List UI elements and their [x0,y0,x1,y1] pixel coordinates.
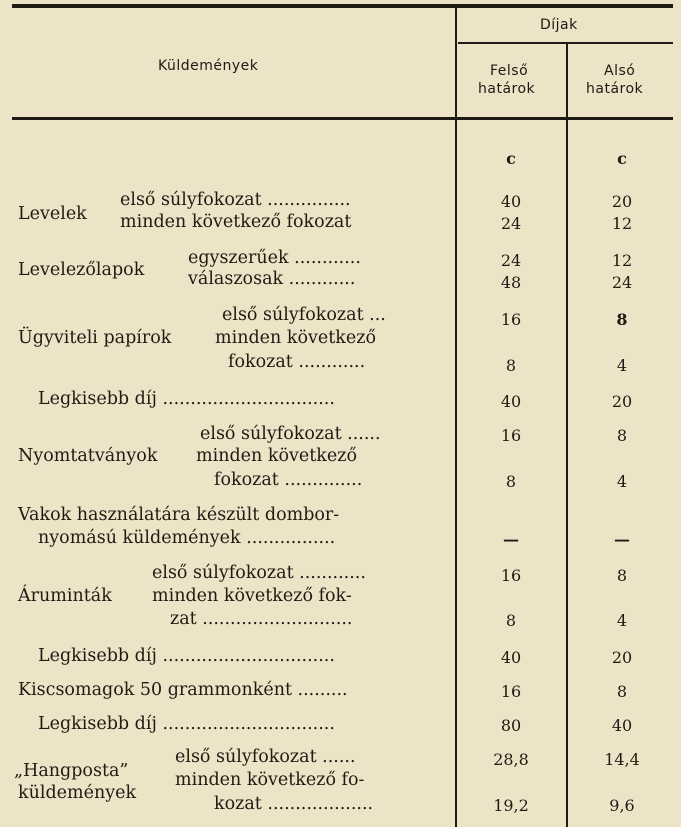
row-label-minimum-fee: Legkisebb díj ............................... [38,646,335,666]
value-lower: 12 [611,251,633,270]
sub-next: minden következő [196,446,357,466]
value-upper: 8 [505,472,517,491]
value-upper: 80 [500,716,522,735]
header-upper-line2: határok [478,81,536,97]
sub-first-weight: első súlyfokozat ............... [120,190,351,210]
sub-step: fokozat .............. [214,470,363,490]
value-upper: 24 [500,214,522,233]
value-upper: 48 [500,273,522,292]
value-upper: 8 [505,611,517,630]
value-lower: 20 [611,192,633,211]
value-upper: 40 [500,192,522,211]
row-label-ugyviteli-papirok: Ügyviteli papírok [18,328,172,348]
header-shipments: Küldemények [158,58,259,74]
value-upper: 16 [500,310,522,329]
value-lower: 24 [611,273,633,292]
value-upper: 28,8 [493,750,529,769]
value-lower: 8 [616,682,628,701]
value-upper: — [503,530,519,549]
sub-step: kozat ................... [214,794,374,814]
value-lower: 8 [616,566,628,585]
value-lower: 20 [611,648,633,667]
row-label-kiscsomagok: Kiscsomagok 50 grammonként ......... [18,680,348,700]
value-upper: 24 [500,251,522,270]
header-lower-line1: Alsó [604,63,636,79]
row-label-levelezolapok: Levelezőlapok [18,260,145,280]
sub-next: minden következő fok- [152,586,352,606]
row-label-minimum-fee: Legkisebb díj ............................... [38,714,335,734]
row-label-levelek: Levelek [18,204,87,224]
sub-next: minden következő [215,328,376,348]
row-label-hangposta-2: küldemények [18,783,137,803]
value-lower: 4 [616,611,628,630]
value-lower: 8 [616,310,628,329]
top-rule [12,4,673,8]
unit-lower: c [617,149,627,168]
header-bottom-rule [12,117,673,120]
sub-step: zat ........................... [170,609,353,629]
row-label-nyomtatvanyok: Nyomtatványok [18,446,158,466]
row-label-hangposta: „Hangposta” [14,761,129,781]
sub-first-weight: első súlyfokozat ............ [152,563,366,583]
row-label-blind-line2: nyomású küldemények ................ [38,528,336,548]
row-label-aruminta: Áruminták [18,586,112,606]
value-lower: 9,6 [609,796,635,815]
value-lower: 8 [616,426,628,445]
value-lower: — [614,530,630,549]
value-lower: 20 [611,392,633,411]
row-label-minimum-fee: Legkisebb díj ............................... [38,389,335,409]
header-upper-line1: Felső [490,63,529,79]
sub-simple: egyszerűek ............ [188,248,361,268]
vertical-rule-left [455,8,457,827]
value-lower: 4 [616,472,628,491]
value-upper: 40 [500,648,522,667]
sub-first-weight: első súlyfokozat ... [222,305,386,325]
value-upper: 8 [505,356,517,375]
value-lower: 12 [611,214,633,233]
header-fees: Díjak [540,17,578,33]
sub-first-weight: első súlyfokozat ...... [175,747,356,767]
value-lower: 40 [611,716,633,735]
unit-upper: c [506,149,516,168]
value-upper: 19,2 [493,796,529,815]
value-upper: 40 [500,392,522,411]
sub-next: minden következő fo- [175,770,365,790]
value-upper: 16 [500,426,522,445]
sub-next-step: minden következő fokozat [120,212,352,232]
value-lower: 14,4 [604,750,640,769]
row-label-blind-line1: Vakok használatára készült dombor- [18,505,340,525]
vertical-rule-right [566,43,568,827]
sub-reply: válaszosak ............ [188,269,356,289]
sub-first-weight: első súlyfokozat ...... [200,424,381,444]
header-lower-line2: határok [586,81,644,97]
sub-step: fokozat ............ [228,352,366,372]
value-upper: 16 [500,566,522,585]
value-upper: 16 [500,682,522,701]
value-lower: 4 [616,356,628,375]
